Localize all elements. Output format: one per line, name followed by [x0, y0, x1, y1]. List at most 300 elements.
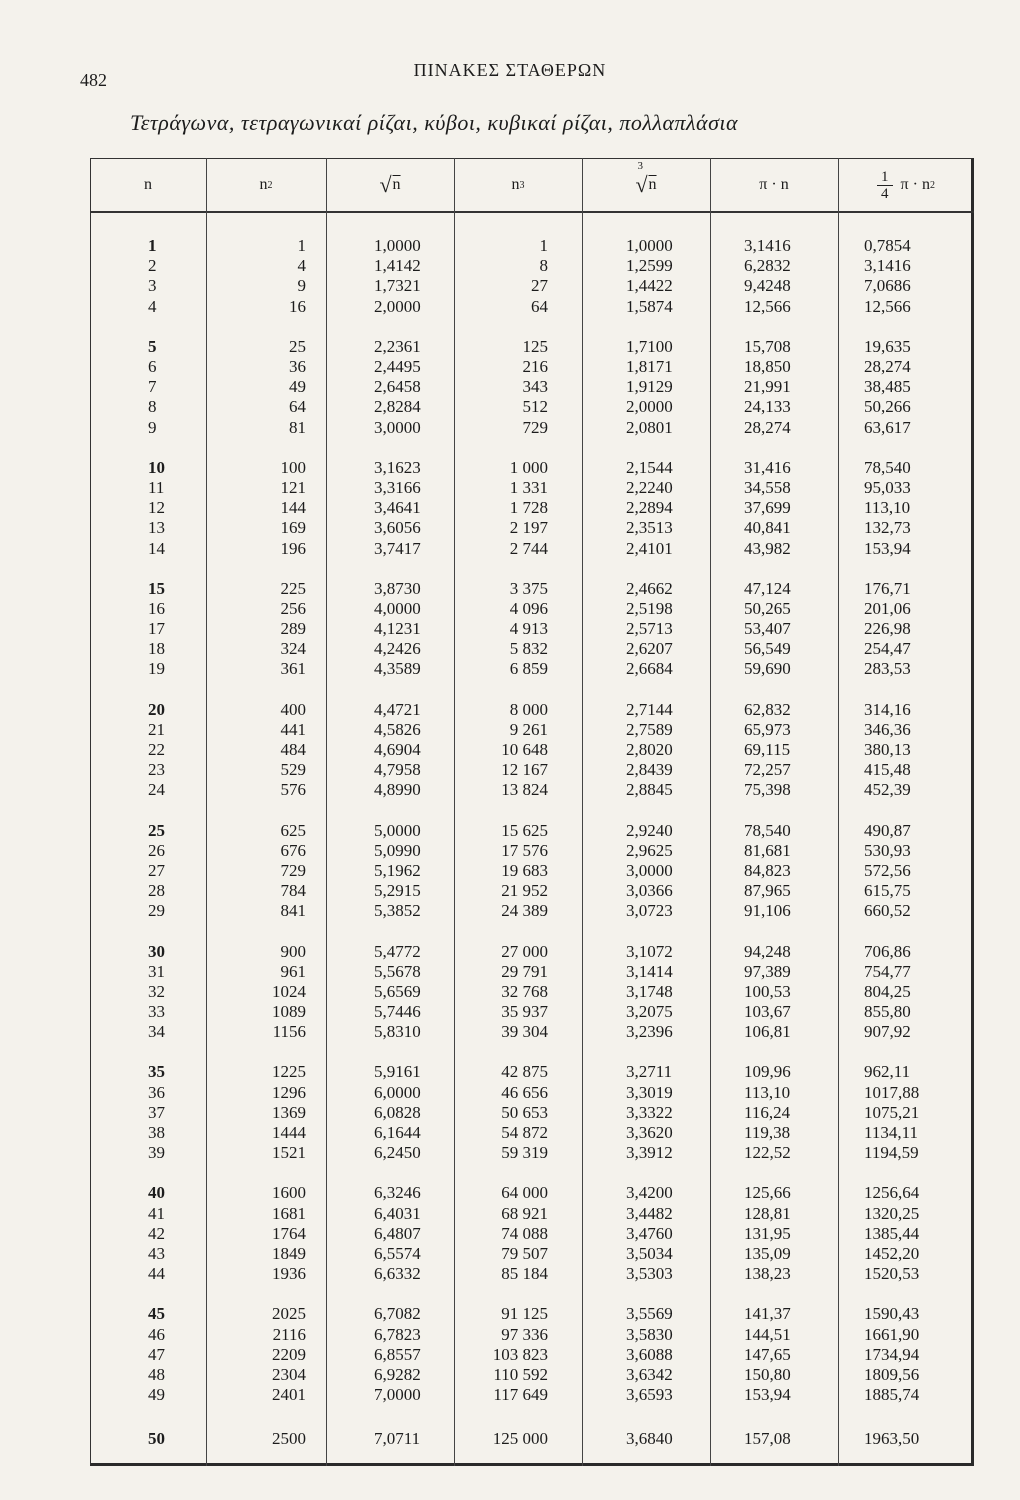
- cell-pi-n: 3,1416: [744, 236, 791, 256]
- cell-pi-n: 141,37: [744, 1304, 791, 1324]
- cell-n-squared: 729: [280, 860, 306, 880]
- cell-n-cubed: 97 336: [501, 1324, 548, 1344]
- cell-sqrt-n: 6,9282: [374, 1364, 421, 1384]
- cell-n-cubed: 3 375: [509, 578, 548, 598]
- cell-n: 25: [148, 820, 165, 840]
- table-row: [90, 1429, 974, 1449]
- cell-quarter-pi-n2: 176,71: [864, 578, 911, 598]
- cell-n: 42: [148, 1223, 165, 1243]
- cell-sqrt-n: 5,5678: [374, 961, 421, 981]
- cell-cbrt-n: 1,5874: [626, 296, 673, 316]
- cell-n: 47: [148, 1344, 165, 1364]
- cell-cbrt-n: 3,1414: [626, 961, 673, 981]
- table-row: [90, 1022, 974, 1042]
- cell-cbrt-n: 3,4760: [626, 1223, 673, 1243]
- cell-n: 7: [148, 377, 157, 397]
- cell-sqrt-n: 4,4721: [374, 699, 421, 719]
- cell-n: 12: [148, 498, 165, 518]
- table-row: [90, 579, 974, 599]
- cell-n-cubed: 8: [539, 256, 548, 276]
- row-group: [90, 821, 974, 922]
- table-row: [90, 659, 974, 679]
- cell-n-squared: 400: [280, 699, 306, 719]
- table-row: [90, 780, 974, 800]
- cell-cbrt-n: 3,2396: [626, 1022, 673, 1042]
- cell-cbrt-n: 3,6593: [626, 1385, 673, 1405]
- cell-n: 36: [148, 1082, 165, 1102]
- cell-sqrt-n: 4,1231: [374, 619, 421, 639]
- cell-quarter-pi-n2: 1320,25: [864, 1203, 920, 1223]
- table-row: [90, 397, 974, 417]
- cell-cbrt-n: 2,4662: [626, 578, 673, 598]
- table-row: [90, 1062, 974, 1082]
- cell-n: 1: [148, 236, 157, 256]
- cell-n: 28: [148, 881, 165, 901]
- cell-quarter-pi-n2: 132,73: [864, 518, 911, 538]
- cell-n-cubed: 12 167: [501, 760, 548, 780]
- cell-pi-n: 113,10: [744, 1082, 791, 1102]
- cell-sqrt-n: 6,1644: [374, 1123, 421, 1143]
- cell-cbrt-n: 3,0723: [626, 901, 673, 921]
- table-row: [90, 861, 974, 881]
- cell-n-cubed: 54 872: [501, 1123, 548, 1143]
- n2-base: n: [259, 176, 268, 193]
- cell-cbrt-n: 2,5198: [626, 598, 673, 618]
- cell-pi-n: 24,133: [744, 397, 791, 417]
- table-row: [90, 357, 974, 377]
- cell-n: 37: [148, 1102, 165, 1122]
- cell-n-squared: 100: [280, 457, 306, 477]
- cell-n-squared: 36: [289, 357, 306, 377]
- cell-sqrt-n: 6,8557: [374, 1344, 421, 1364]
- cell-cbrt-n: 2,9625: [626, 840, 673, 860]
- cell-sqrt-n: 2,4495: [374, 357, 421, 377]
- cell-sqrt-n: 4,2426: [374, 639, 421, 659]
- table-title: Τετράγωνα, τετραγωνικαί ρίζαι, κύβοι, κυβικαί ρίζαι, πολλαπλάσια: [130, 110, 739, 135]
- table-row: [90, 901, 974, 921]
- cell-sqrt-n: 2,2361: [374, 336, 421, 356]
- cell-n-squared: 361: [280, 659, 306, 679]
- cell-n-squared: 2500: [272, 1429, 306, 1449]
- row-group: [90, 236, 974, 317]
- cell-pi-n: 65,973: [744, 719, 791, 739]
- cell-sqrt-n: 6,7823: [374, 1324, 421, 1344]
- cell-cbrt-n: 3,4482: [626, 1203, 673, 1223]
- table-row: [90, 256, 974, 276]
- cell-n: 45: [148, 1304, 165, 1324]
- cell-quarter-pi-n2: 855,80: [864, 1002, 911, 1022]
- cell-quarter-pi-n2: 38,485: [864, 377, 911, 397]
- cell-n-cubed: 17 576: [501, 840, 548, 860]
- cell-n-cubed: 68 921: [501, 1203, 548, 1223]
- cell-n-cubed: 125: [522, 336, 548, 356]
- cell-n-squared: 169: [280, 518, 306, 538]
- cell-n-cubed: 27 000: [501, 941, 548, 961]
- cell-n-squared: 225: [280, 578, 306, 598]
- cell-n-squared: 441: [280, 719, 306, 739]
- cell-pi-n: 34,558: [744, 477, 791, 497]
- cell-quarter-pi-n2: 962,11: [864, 1062, 911, 1082]
- cell-pi-n: 84,823: [744, 860, 791, 880]
- cell-sqrt-n: 5,1962: [374, 860, 421, 880]
- cell-n-cubed: 50 653: [501, 1102, 548, 1122]
- cell-n-squared: 2025: [272, 1304, 306, 1324]
- cell-pi-n: 97,389: [744, 961, 791, 981]
- table-row: [90, 821, 974, 841]
- cell-pi-n: 6,2832: [744, 256, 791, 276]
- cell-n: 6: [148, 357, 157, 377]
- cell-n: 13: [148, 518, 165, 538]
- table-row: [90, 1304, 974, 1324]
- cell-n-squared: 1225: [272, 1062, 306, 1082]
- cell-n: 31: [148, 961, 165, 981]
- cell-quarter-pi-n2: 1385,44: [864, 1223, 920, 1243]
- cell-sqrt-n: 1,4142: [374, 256, 421, 276]
- cell-sqrt-n: 3,7417: [374, 538, 421, 558]
- cell-quarter-pi-n2: 113,10: [864, 498, 911, 518]
- cell-n-squared: 81: [289, 417, 306, 437]
- cell-n-cubed: 9 261: [509, 719, 548, 739]
- cell-cbrt-n: 3,4200: [626, 1183, 673, 1203]
- cell-quarter-pi-n2: 0,7854: [864, 236, 911, 256]
- cell-n-cubed: 10 648: [501, 740, 548, 760]
- table-row: [90, 1103, 974, 1123]
- cell-n-squared: 676: [280, 840, 306, 860]
- row-group: [90, 579, 974, 680]
- cell-n: 48: [148, 1364, 165, 1384]
- table-row: [90, 639, 974, 659]
- radical-icon: √: [635, 172, 648, 197]
- cell-quarter-pi-n2: 314,16: [864, 699, 911, 719]
- cell-n-cubed: 24 389: [501, 901, 548, 921]
- cell-n-squared: 4: [297, 256, 306, 276]
- cell-n-squared: 1024: [272, 981, 306, 1001]
- cell-quarter-pi-n2: 1963,50: [864, 1429, 920, 1449]
- cell-sqrt-n: 3,0000: [374, 417, 421, 437]
- cell-sqrt-n: 6,7082: [374, 1304, 421, 1324]
- table-row: [90, 700, 974, 720]
- cell-cbrt-n: 3,3912: [626, 1143, 673, 1163]
- cell-sqrt-n: 5,8310: [374, 1022, 421, 1042]
- cell-pi-n: 144,51: [744, 1324, 791, 1344]
- cell-n-squared: 49: [289, 377, 306, 397]
- cell-cbrt-n: 3,5569: [626, 1304, 673, 1324]
- cell-cbrt-n: 3,1748: [626, 981, 673, 1001]
- table-row: [90, 1385, 974, 1405]
- cell-pi-n: 62,832: [744, 699, 791, 719]
- cell-n: 30: [148, 941, 165, 961]
- cell-pi-n: 109,96: [744, 1062, 791, 1082]
- cell-quarter-pi-n2: 530,93: [864, 840, 911, 860]
- page-number: 482: [80, 70, 107, 90]
- cell-n-squared: 256: [280, 598, 306, 618]
- cell-n: 8: [148, 397, 157, 417]
- header-quarter-pi-n2: [838, 160, 974, 210]
- cell-cbrt-n: 2,0801: [626, 417, 673, 437]
- cell-quarter-pi-n2: 226,98: [864, 619, 911, 639]
- cell-cbrt-n: 3,3019: [626, 1082, 673, 1102]
- cell-quarter-pi-n2: 19,635: [864, 336, 911, 356]
- row-group: [90, 458, 974, 559]
- cell-cbrt-n: 1,7100: [626, 336, 673, 356]
- cell-pi-n: 87,965: [744, 881, 791, 901]
- cell-n-squared: 1156: [272, 1022, 306, 1042]
- cell-n-cubed: 216: [522, 357, 548, 377]
- cell-n: 26: [148, 840, 165, 860]
- cell-n: 29: [148, 901, 165, 921]
- cell-sqrt-n: 4,7958: [374, 760, 421, 780]
- cell-pi-n: 37,699: [744, 498, 791, 518]
- n3-exponent: 3: [519, 179, 525, 191]
- table-row: [90, 418, 974, 438]
- table-body: [90, 236, 974, 1425]
- cell-n-squared: 196: [280, 538, 306, 558]
- cell-pi-n: 56,549: [744, 639, 791, 659]
- cell-n-cubed: 512: [522, 397, 548, 417]
- cell-sqrt-n: 3,3166: [374, 477, 421, 497]
- table-row: [90, 1083, 974, 1103]
- cell-n-cubed: 117 649: [493, 1385, 548, 1405]
- cell-n: 43: [148, 1243, 165, 1263]
- table-row: [90, 1345, 974, 1365]
- cell-n-squared: 625: [280, 820, 306, 840]
- cell-pi-n: 128,81: [744, 1203, 791, 1223]
- cell-n-squared: 2116: [272, 1324, 306, 1344]
- cell-n-cubed: 46 656: [501, 1082, 548, 1102]
- cell-n-cubed: 15 625: [501, 820, 548, 840]
- cell-pi-n: 106,81: [744, 1022, 791, 1042]
- cell-cbrt-n: 3,0000: [626, 860, 673, 880]
- cell-cbrt-n: 2,7144: [626, 699, 673, 719]
- cell-cbrt-n: 2,3513: [626, 518, 673, 538]
- cell-cbrt-n: 3,2075: [626, 1002, 673, 1022]
- cell-pi-n: 91,106: [744, 901, 791, 921]
- cell-sqrt-n: 5,0000: [374, 820, 421, 840]
- cell-quarter-pi-n2: 50,266: [864, 397, 911, 417]
- cell-cbrt-n: 3,6088: [626, 1344, 673, 1364]
- cell-quarter-pi-n2: 660,52: [864, 901, 911, 921]
- cell-quarter-pi-n2: 1256,64: [864, 1183, 920, 1203]
- cell-cbrt-n: 2,2240: [626, 477, 673, 497]
- row-group: [90, 1183, 974, 1284]
- cell-sqrt-n: 4,5826: [374, 719, 421, 739]
- cell-quarter-pi-n2: 7,0686: [864, 276, 911, 296]
- frac-denominator: 4: [881, 185, 889, 202]
- cell-sqrt-n: 5,4772: [374, 941, 421, 961]
- table-row: [90, 1123, 974, 1143]
- row-group: [90, 1304, 974, 1405]
- last-row: [90, 1429, 974, 1449]
- cell-n-cubed: 729: [522, 417, 548, 437]
- cell-n-squared: 1089: [272, 1002, 306, 1022]
- cell-pi-n: 100,53: [744, 981, 791, 1001]
- cell-n-cubed: 85 184: [501, 1264, 548, 1284]
- cell-quarter-pi-n2: 28,274: [864, 357, 911, 377]
- cell-cbrt-n: 3,2711: [626, 1062, 673, 1082]
- cell-sqrt-n: 4,8990: [374, 780, 421, 800]
- cell-pi-n: 31,416: [744, 457, 791, 477]
- cell-pi-n: 50,265: [744, 598, 791, 618]
- cell-n-squared: 1369: [272, 1102, 306, 1122]
- cell-sqrt-n: 1,0000: [374, 236, 421, 256]
- cell-sqrt-n: 2,8284: [374, 397, 421, 417]
- cell-n-squared: 2209: [272, 1344, 306, 1364]
- cell-quarter-pi-n2: 415,48: [864, 760, 911, 780]
- table-row: [90, 962, 974, 982]
- cell-pi-n: 138,23: [744, 1264, 791, 1284]
- cell-sqrt-n: 7,0000: [374, 1385, 421, 1405]
- cell-sqrt-n: 3,8730: [374, 578, 421, 598]
- cell-n: 2: [148, 256, 157, 276]
- cell-cbrt-n: 2,0000: [626, 397, 673, 417]
- cell-n-squared: 961: [280, 961, 306, 981]
- cell-n: 41: [148, 1203, 165, 1223]
- table-row: [90, 1143, 974, 1163]
- cell-cbrt-n: 1,4422: [626, 276, 673, 296]
- cell-quarter-pi-n2: 283,53: [864, 659, 911, 679]
- cell-sqrt-n: 5,0990: [374, 840, 421, 860]
- table-row: [90, 458, 974, 478]
- cell-n: 39: [148, 1143, 165, 1163]
- cell-n-cubed: 64 000: [501, 1183, 548, 1203]
- cell-n-squared: 121: [280, 477, 306, 497]
- cell-sqrt-n: 5,2915: [374, 881, 421, 901]
- cell-n-squared: 1764: [272, 1223, 306, 1243]
- cell-n-squared: 1849: [272, 1243, 306, 1263]
- cell-quarter-pi-n2: 754,77: [864, 961, 911, 981]
- cell-pi-n: 75,398: [744, 780, 791, 800]
- table-row: [90, 760, 974, 780]
- cell-n-squared: 2304: [272, 1364, 306, 1384]
- cell-pi-n: 53,407: [744, 619, 791, 639]
- cell-n: 50: [148, 1429, 165, 1449]
- cell-n-cubed: 2 197: [509, 518, 548, 538]
- header-cbrt-n: [582, 160, 710, 210]
- cell-quarter-pi-n2: 153,94: [864, 538, 911, 558]
- table-row: [90, 276, 974, 296]
- table-row: [90, 1365, 974, 1385]
- header-n: [90, 160, 206, 210]
- cell-cbrt-n: 2,5713: [626, 619, 673, 639]
- cell-n-cubed: 21 952: [501, 881, 548, 901]
- cell-cbrt-n: 3,6342: [626, 1364, 673, 1384]
- cell-n: 44: [148, 1264, 165, 1284]
- cbrt-index: 3: [637, 160, 643, 172]
- header-n-squared: [206, 160, 326, 210]
- cell-quarter-pi-n2: 254,47: [864, 639, 911, 659]
- cell-sqrt-n: 4,3589: [374, 659, 421, 679]
- cell-sqrt-n: 7,0711: [374, 1429, 421, 1449]
- table-row: [90, 881, 974, 901]
- frac-numerator: 1: [877, 169, 893, 186]
- cell-pi-n: 69,115: [744, 740, 791, 760]
- cell-quarter-pi-n2: 346,36: [864, 719, 911, 739]
- cell-cbrt-n: 1,2599: [626, 256, 673, 276]
- cell-sqrt-n: 3,4641: [374, 498, 421, 518]
- cell-n-cubed: 64: [531, 296, 548, 316]
- table-row: [90, 1244, 974, 1264]
- cell-pi-n: 9,4248: [744, 276, 791, 296]
- sqrt-arg: n: [392, 176, 401, 193]
- cell-n-squared: 576: [280, 780, 306, 800]
- cell-n: 35: [148, 1062, 165, 1082]
- table-row: [90, 720, 974, 740]
- cell-n-cubed: 42 875: [501, 1062, 548, 1082]
- cell-n-squared: 784: [280, 881, 306, 901]
- cell-quarter-pi-n2: 706,86: [864, 941, 911, 961]
- cell-n-cubed: 125 000: [492, 1429, 548, 1449]
- table-row: [90, 599, 974, 619]
- table-row: [90, 1224, 974, 1244]
- header-n-label: n: [144, 176, 152, 193]
- running-head: ΠΙΝΑΚΕΣ ΣΤΑΘΕΡΩΝ: [413, 60, 607, 80]
- cell-n-squared: 529: [280, 760, 306, 780]
- table-row: [90, 518, 974, 538]
- cell-sqrt-n: 5,6569: [374, 981, 421, 1001]
- cell-n: 11: [148, 477, 165, 497]
- cell-n-cubed: 8 000: [509, 699, 548, 719]
- cell-cbrt-n: 3,6840: [626, 1429, 673, 1449]
- cell-quarter-pi-n2: 1520,53: [864, 1264, 920, 1284]
- cell-n-cubed: 59 319: [501, 1143, 548, 1163]
- pi-n2-exponent: 2: [929, 179, 935, 191]
- cell-n-cubed: 13 824: [501, 780, 548, 800]
- cell-n-cubed: 343: [522, 377, 548, 397]
- cell-n-cubed: 74 088: [501, 1223, 548, 1243]
- cell-cbrt-n: 2,7589: [626, 719, 673, 739]
- table-row: [90, 478, 974, 498]
- cell-sqrt-n: 3,1623: [374, 457, 421, 477]
- cell-n: 23: [148, 760, 165, 780]
- table-row: [90, 619, 974, 639]
- cell-n-squared: 16: [289, 296, 306, 316]
- cell-n: 46: [148, 1324, 165, 1344]
- cell-n-squared: 25: [289, 336, 306, 356]
- cell-n-cubed: 32 768: [501, 981, 548, 1001]
- header-n-cubed: [454, 160, 582, 210]
- cell-sqrt-n: 5,7446: [374, 1002, 421, 1022]
- cell-cbrt-n: 3,5303: [626, 1264, 673, 1284]
- cell-sqrt-n: 5,9161: [374, 1062, 421, 1082]
- cell-n-cubed: 103 823: [492, 1344, 548, 1364]
- cell-n-squared: 144: [280, 498, 306, 518]
- cell-n: 27: [148, 860, 165, 880]
- cell-quarter-pi-n2: 380,13: [864, 740, 911, 760]
- cell-n-cubed: 1 728: [509, 498, 548, 518]
- cell-pi-n: 119,38: [744, 1123, 791, 1143]
- cell-n: 19: [148, 659, 165, 679]
- cell-n-squared: 9: [297, 276, 306, 296]
- cell-pi-n: 59,690: [744, 659, 791, 679]
- cell-pi-n: 103,67: [744, 1002, 791, 1022]
- pi-n2-label: π · n: [900, 176, 930, 193]
- cell-cbrt-n: 2,8845: [626, 780, 673, 800]
- cell-n-squared: 1: [297, 236, 306, 256]
- cell-cbrt-n: 2,8439: [626, 760, 673, 780]
- cbrt-arg: n: [648, 176, 657, 193]
- cell-cbrt-n: 2,2894: [626, 498, 673, 518]
- cell-cbrt-n: 1,0000: [626, 236, 673, 256]
- cell-sqrt-n: 2,0000: [374, 296, 421, 316]
- cell-quarter-pi-n2: 1134,11: [864, 1123, 918, 1143]
- row-group: [90, 700, 974, 801]
- cell-pi-n: 15,708: [744, 336, 791, 356]
- cell-n-squared: 1521: [272, 1143, 306, 1163]
- cell-pi-n: 21,991: [744, 377, 791, 397]
- cell-n: 3: [148, 276, 157, 296]
- cell-n: 24: [148, 780, 165, 800]
- row-group: [90, 1062, 974, 1163]
